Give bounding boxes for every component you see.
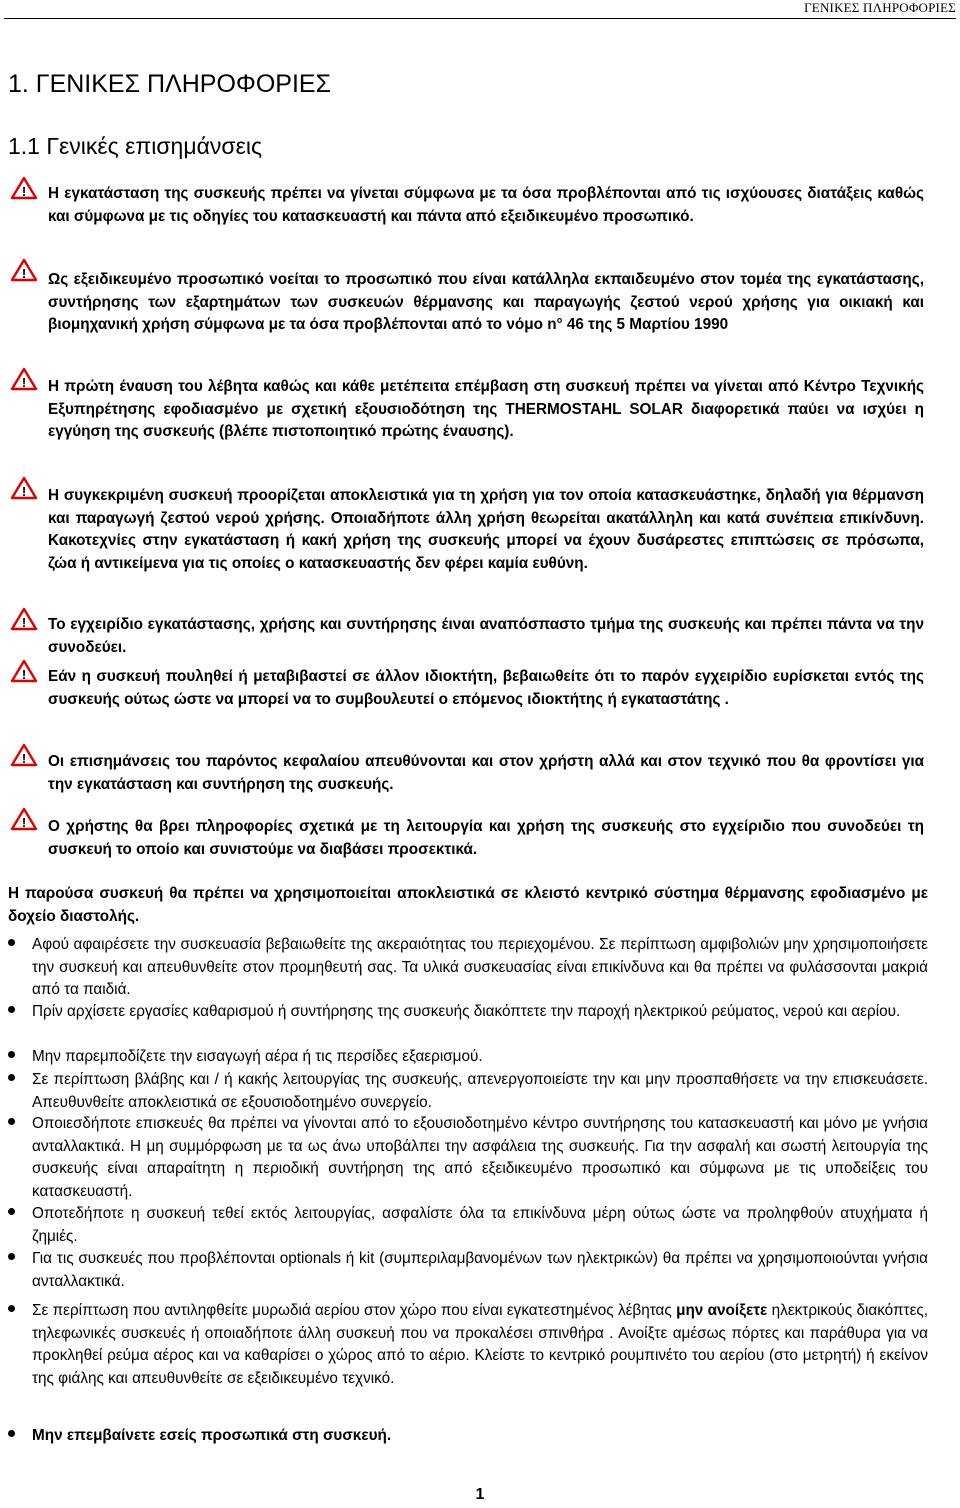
svg-text:!: ! (21, 615, 27, 630)
list-item-text: ηλεκτρικούς διακόπτες, τηλεφωνικές συσκευές ή οποιαδήποτε άλλη συσκευή που να προκαλέσει σπινθήρα . Ανοίξτε αμέσως πόρτες και παράθυρα για να προκληθεί ρεύμα αέρος και να καθαρίσει ο χώρος από το αέριο. Κλείστε το κεντρικό ρουμπινέτο του αερίου (στο μετρητή) ή εκείνον της φιάλης και απευθυνθείτε σε εξειδικευμένο τεχνικό. (32, 1302, 929, 1387)
notice-paragraph: Η παρούσα συσκευή θα πρέπει να χρησιμοποιείται αποκλειστικά σε κλειστό κεντρικό σύστημα θέρμανσης εφοδιασμένο με δοχείο διαστολής. (8, 885, 928, 925)
warning-triangle-icon (10, 807, 38, 831)
bullet (8, 1051, 18, 1061)
warning-triangle-icon (10, 258, 38, 282)
warning-triangle-icon (10, 659, 38, 683)
list-item: Αφού αφαιρέσετε την συσκευασία βεβαιωθείτε της ακεραιότητας του περιεχομένου. Σε περίπτωση αμφιβολιών μην χρησιμοποιήσετε την συσκευή και απευθυνθείτε στον προμηθευτή σας. Τα υλικά συσκευασίας είναι επικίνδυνα και θα πρέπει να φυλάσσονται μακριά από τα παιδιά. (32, 936, 928, 998)
subsection-title: 1.1 Γενικές επισημάνσεις (8, 133, 263, 159)
warning-text: Η πρώτη έναυση του λέβητα καθώς και κάθε μετέπειτα επέμβαση στη συσκευή πρέπει να γίνεται από Κέντρο Τεχνικής Εξυπηρέτησης εφοδιασμένο με σχετική εξουσιοδότηση της THERMOSTAHL SOLAR διαφορετικά παύει να ισχύει η εγγύηση της συσκευής (βλέπε πιστοποιητικό πρώτης έναυσης). (48, 378, 924, 440)
warning-triangle-icon (10, 607, 38, 631)
list-item: Για τις συσκευές που προβλέπονται optionals ή kit (συμπεριλαμβανομένων των ηλεκτρικών) θα πρέπει να χρησιμοποιούνται γνήσια ανταλλακτικά. (32, 1250, 928, 1290)
svg-text:!: ! (21, 751, 27, 766)
svg-text:!: ! (21, 375, 27, 390)
bullet (8, 1074, 18, 1084)
list-item: Οποιεσδήποτε επισκευές θα πρέπει να γίνονται από το εξουσιοδοτημένο κέντρο συντήρησης του κατασκευαστή και μόνο με γνήσια ανταλλακτικά. Η μη συμμόρφωση με τα ως άνω υποβάλπει την ασφάλεια της συσκευής. Για την ασφαλή και σωστή λειτουργία της συσκευής είναι απαραίτητη η περιοδική συντήρηση της από εξειδικευμένο προσωπικό και σύμφωνα με τις υποδείξεις του κατασκευαστή. (32, 1115, 928, 1200)
list-item: Σε περίπτωση βλάβης και / ή κακής λειτουργίας της συσκευής, απενεργοποιείστε την και μην προσπαθήσετε να την επισκευάσετε. Απευθυνθείτε αποκλειστικά σε εξουσιοδοτημένο συνεργείο. (32, 1071, 928, 1111)
header-rule (4, 18, 956, 19)
warning-triangle-icon (10, 367, 38, 391)
svg-text:!: ! (21, 815, 27, 830)
list-item: Μην παρεμποδίζετε την εισαγωγή αέρα ή τις περσίδες εξαερισμού. (32, 1048, 483, 1065)
warning-text: Οι επισημάνσεις του παρόντος κεφαλαίου απευθύνονται και στον χρήστη αλλά και στον τεχνικό που θα φροντίσει για την εγκατάσταση και συντήρηση της συσκευής. (48, 753, 924, 793)
bullet (8, 1305, 18, 1315)
list-item: Πρίν αρχίσετε εργασίες καθαρισμού ή συντήρησης της συσκευής διακόπτετε την παροχή ηλεκτρικού ρεύματος, νερού και αερίου. (32, 1003, 901, 1020)
bullet (8, 939, 18, 949)
bullet (8, 1118, 18, 1128)
warning-triangle-icon (10, 176, 38, 200)
running-header: ΓΕΝΙΚΕΣ ΠΛΗΡΟΦΟΡΙΕΣ (804, 0, 956, 15)
list-item (32, 1300, 928, 1390)
bullet (8, 1006, 18, 1016)
warning-text: Η συγκεκριμένη συσκευή προορίζεται αποκλειστικά για τη χρήση για τον οποία κατασκευάστηκε, δηλαδή για θέρμανση και παραγωγή ζεστού νερού χρήσης. Οποιαδήποτε άλλη χρήση θεωρείται ακατάλληλη και κατά συνέπεια επικίνδυνη. Κακοτεχνίες στην εγκατάσταση ή κακή χρήση της συσκευής μπορεί να έχουν δυσάρεστες επιπτώσεις σε πρόσωπα, ζώα ή αντικείμενα για τις οποίες ο κατασκευαστής δεν φέρει καμία ευθύνη. (48, 487, 924, 572)
section-title: 1. ΓΕΝΙΚΕΣ ΠΛΗΡΟΦΟΡΙΕΣ (8, 70, 332, 98)
svg-text:!: ! (21, 184, 27, 199)
svg-text:!: ! (21, 266, 27, 281)
warning-text: Το εγχειρίδιο εγκατάστασης, χρήσης και συντήρησης έιναι αναπόσπαστο τμήμα της συσκευής και πρέπει πάντα να την συνοδεύει. (48, 616, 924, 656)
list-item-emphasis: μην ανοίξετε (676, 1302, 768, 1319)
svg-text:!: ! (21, 484, 27, 499)
bullet (8, 1253, 18, 1263)
list-item-text: Σε περίπτωση που αντιληφθείτε μυρωδιά αερίου στον χώρο που είναι εγκατεστημένος λέβητας (32, 1302, 677, 1319)
warning-text: Η εγκατάσταση της συσκευής πρέπει να γίνεται σύμφωνα με τα όσα προβλέπονται από τις ισχύουσες διατάξεις καθώς και σύμφωνα με τις οδηγίες του κατασκευαστή και πάντα από εξειδικευμένο προσωπικό. (48, 185, 924, 225)
warning-triangle-icon (10, 743, 38, 767)
warning-text: Ως εξειδικευμένο προσωπικό νοείται το προσωπικό που είναι κατάλληλα εκπαιδευμένο στον τομέα της εγκατάστασης, συντήρησης των εξαρτημάτων των συσκευών θέρμανσης και παραγωγής ζεστού νερού χρήσης για οικιακή και βιομηχανική χρήση σύμφωνα με τα όσα προβλέπονται από το νόμο n° 46 της 5 Μαρτίου 1990 (48, 271, 924, 333)
warning-triangle-icon (10, 476, 38, 500)
svg-text:!: ! (21, 667, 27, 682)
list-item: Οποτεδήποτε η συσκευή τεθεί εκτός λειτουργίας, ασφαλίστε όλα τα επικίνδυνα μέρη ούτως ώστε να προληφθούν ατυχήματα ή ζημιές. (32, 1205, 928, 1245)
list-item: Μην επεμβαίνετε εσείς προσωπικά στη συσκευή. (32, 1427, 392, 1444)
page-number: 1 (475, 1486, 485, 1503)
warning-text: Εάν η συσκευή πουληθεί ή μεταβιβαστεί σε άλλον ιδιοκτήτη, βεβαιωθείτε ότι το παρόν εγχειρίδιο ευρίσκεται εντός της συσκευής ούτως ώστε να μπορεί να το συμβουλευτεί ο επόμενος ιδιοκτήτης ή εγκαταστάτης . (48, 668, 924, 708)
warning-text: Ο χρήστης θα βρει πληροφορίες σχετικά με τη λειτουργία και χρήση της συσκευής στο εγχείριδιο που συνοδεύει τη συσκευή το οποίο και συνιστούμε να διαβάσει προσεκτικά. (48, 818, 924, 858)
bullet (8, 1430, 18, 1440)
bullet (8, 1208, 18, 1218)
